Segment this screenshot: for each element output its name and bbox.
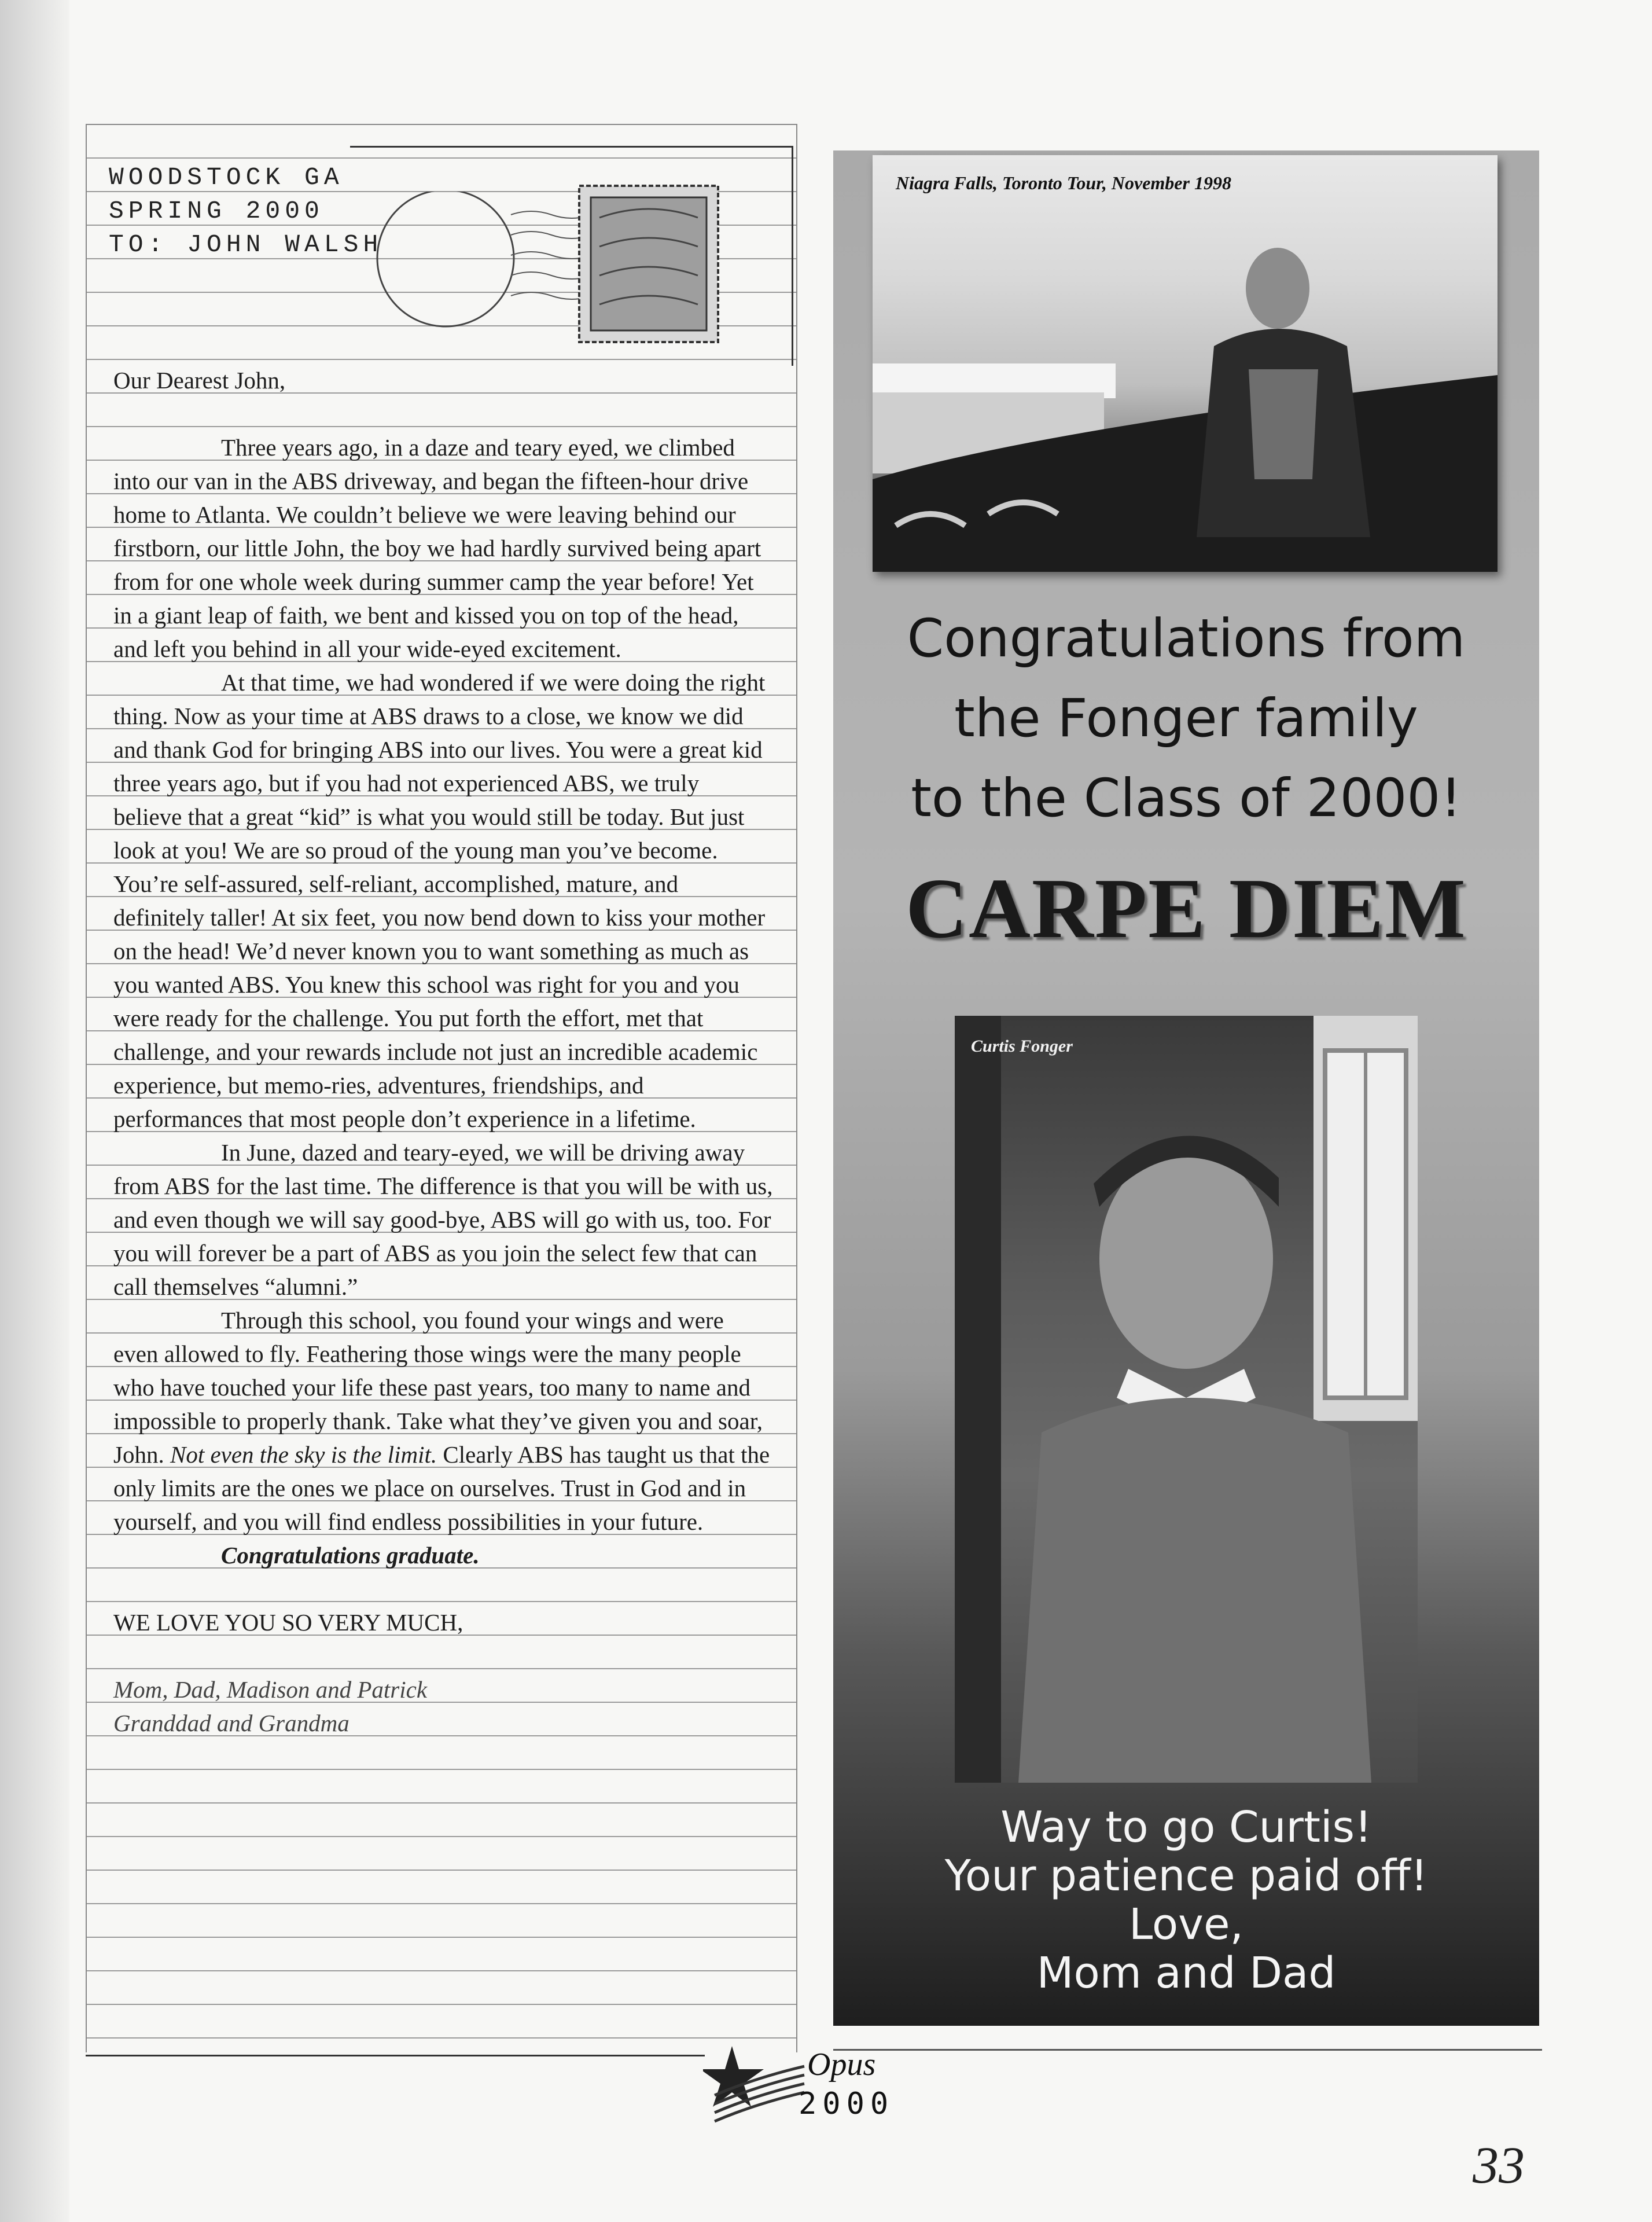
- signature-line-2: Granddad and Grandma: [113, 1710, 349, 1736]
- congratulations-heading: [833, 599, 1539, 839]
- star-flag-icon: [703, 2043, 807, 2130]
- fonger-ad-panel: [833, 150, 1539, 2026]
- letter-closing: Congratulations graduate.: [221, 1542, 480, 1569]
- curtis-photo-image: [955, 1016, 1418, 1783]
- message-line-4: Mom and Dad: [1036, 1948, 1336, 1998]
- niagara-photo-caption: Niagra Falls, Toronto Tour, November 1998: [896, 172, 1231, 193]
- congrats-line-2: the Fonger family: [954, 688, 1418, 749]
- letter-paragraph: In June, dazed and teary-eyed, we will be driving away from ABS for the last time. The difference is that you will be with us, and even though we will say good-bye, ABS will go with us, too. For you will forever be a part of ABS as you join the select few that can call themselves “alumni.”: [113, 1139, 773, 1300]
- page-number: 33: [1473, 2137, 1525, 2194]
- opus-logo-word: Opus: [807, 2047, 876, 2083]
- message-line-3: Love,: [1128, 1900, 1244, 1949]
- letter-paragraph: [113, 1303, 773, 1538]
- footer-rule-right: [833, 2049, 1542, 2051]
- book-gutter-shadow: [0, 0, 69, 2222]
- congrats-line-1: Congratulations from: [907, 608, 1466, 669]
- footer-rule-left: [86, 2055, 705, 2056]
- curtis-photo-caption: Curtis Fonger: [971, 1037, 1073, 1056]
- curtis-fonger-photo: [955, 1016, 1418, 1783]
- address-line-2: SPRING 2000: [109, 197, 324, 225]
- final-paragraph-end: Clearly ABS has taught us that the only limits are the ones we place on ourselves. Trust in God and in yourself, and you will find endless possibilities in your future.: [113, 1441, 770, 1535]
- final-paragraph-start: Through this school, you found your wings and were even allowed to fly. Feathering those wings were the many people who have touched your life these past years, too many to name and impossible to properly thank. Take what they’ve given you and soar, John.: [113, 1307, 763, 1468]
- letter-paragraph: Three years ago, in a daze and teary eyed, we climbed into our van in the ABS driveway, and began the fifteen-hour drive home to Atlanta. We couldn’t believe we were leaving behind our firstborn, our little John, the boy we had hardly survived being apart from for one whole week during summer camp the year before! Yet in a giant leap of faith, we bent and kissed you on top of the head, and left you behind in all your wide-eyed excitement.: [113, 434, 761, 662]
- stamp-border-top: [350, 146, 793, 148]
- signature-line-1: Mom, Dad, Madison and Patrick: [113, 1676, 428, 1703]
- postage-stamp-icon: [576, 183, 721, 345]
- letter-body: [113, 363, 773, 1740]
- parents-message: [833, 1803, 1539, 1997]
- final-paragraph-italic: Not even the sky is the limit.: [170, 1441, 437, 1468]
- postcard-letter: [86, 124, 797, 2052]
- address-line-3: TO: JOHN WALSH: [109, 230, 383, 259]
- niagara-falls-photo: [873, 155, 1498, 572]
- message-line-2: Your patience paid off!: [944, 1851, 1428, 1901]
- message-line-1: Way to go Curtis!: [1000, 1802, 1372, 1852]
- letter-greeting: Our Dearest John,: [113, 367, 286, 394]
- address-line-1: WOODSTOCK GA: [109, 163, 344, 192]
- congrats-line-3: to the Class of 2000!: [911, 768, 1462, 829]
- niagara-photo-image: [873, 155, 1498, 572]
- love-line: WE LOVE YOU SO VERY MUCH,: [113, 1609, 463, 1636]
- opus-logo-year: 2000: [799, 2087, 895, 2121]
- stamp-border-right: [792, 146, 793, 366]
- carpe-diem-motto: CARPE DIEM: [906, 861, 1467, 956]
- postmark-icon: [375, 192, 595, 336]
- letter-paragraph: At that time, we had wondered if we were doing the right thing. Now as your time at ABS draws to a close, we know we did and thank God for bringing ABS into our lives. You were a great kid three years ago, but if you had not experienced ABS, we truly believe that a great “kid” is what you would still be today. But just look at you! We are so proud of the young man you’ve become. You’re self-assured, self-reliant, accomplished, mature, and definitely taller! At six feet, you now bend down to kiss your mother on the head! We’d never known you to want something as much as you wanted ABS. You knew this school was right for you and you were ready for the challenge. You put forth the effort, met that challenge, and your rewards include not just an incredible academic experience, but memo-ries, adventures, friendships, and performances that most people don’t experience in a lifetime.: [113, 669, 766, 1132]
